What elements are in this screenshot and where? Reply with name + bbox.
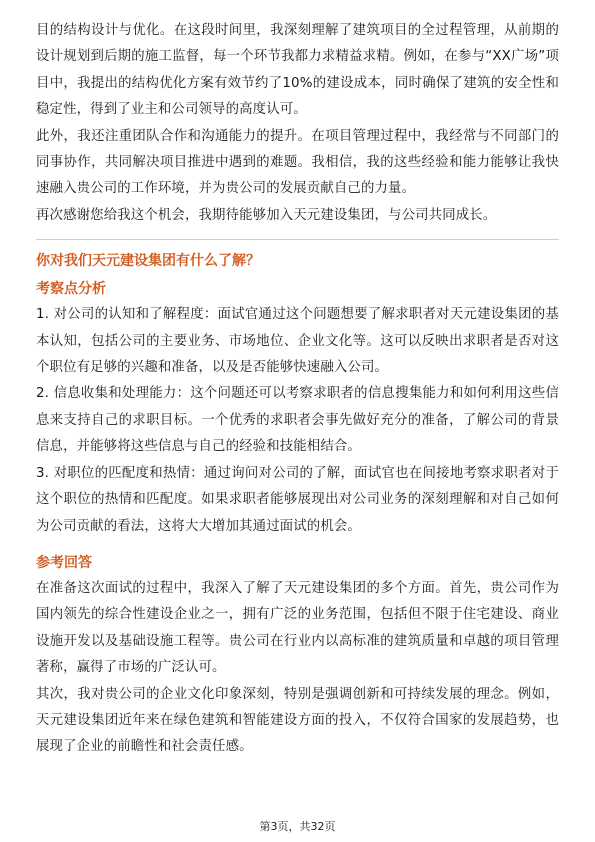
page-number: 第3页，共32页 <box>259 820 336 833</box>
intro-paragraph: 再次感谢您给我这个机会，我期待能够加入天元建设集团，与公司共同成长。 <box>36 207 497 223</box>
answer-paragraph: 在准备这次面试的过程中，我深入了解了天元建设集团的多个方面。首先，贵公司作为国内领先的综合性建设企业之一，拥有广泛的业务范围，包括但不限于住宅建设、商业设施开发以及基础设施工程等。贵公司在行业内以高标准的建筑质量和卓越的项目管理著称，赢得了市场的广泛认可。 <box>36 580 559 676</box>
section-divider <box>36 239 559 240</box>
intro-paragraph: 目的结构设计与优化。在这段时间里，我深刻理解了建筑项目的全过程管理，从前期的设计规划到后期的施工监督，每一个环节我都力求精益求精。例如，在参与“XX广场”项目中，我提出的结构优化方案有效节约了10%的建设成本，同时确保了建筑的安全性和稳定性，得到了业主和公司领导的高度认可。 <box>36 23 559 118</box>
answer-heading: 参考回答 <box>36 554 92 571</box>
intro-paragraph: 此外，我还注重团队合作和沟通能力的提升。在项目管理过程中，我经常与不同部门的同事协作，共同解决项目推进中遇到的难题。我相信，我的这些经验和能力能够让我快速融入贵公司的工作环境，并为贵公司的发展贡献自己的力量。 <box>36 128 559 197</box>
analysis-point: 2. 信息收集和处理能力：这个问题还可以考察求职者的信息搜集能力和如何利用这些信息来支持自己的求职目标。一个优秀的求职者会事先做好充分的准备，了解公司的背景信息，并能够将这些信息与自己的经验和技能相结合。 <box>36 386 559 455</box>
analysis-heading: 考察点分析 <box>36 281 106 298</box>
question-heading: 你对我们天元建设集团有什么了解？ <box>36 253 260 270</box>
analysis-point: 3. 对职位的匹配度和热情：通过询问对公司的了解，面试官也在间接地考察求职者对于这个职位的热情和匹配度。如果求职者能够展现出对公司业务的深刻理解和对自己如何为公司贡献的看法，这将大大增加其通过面试的机会。 <box>36 465 559 534</box>
answer-paragraph: 其次，我对贵公司的企业文化印象深刻，特别是强调创新和可持续发展的理念。例如，天元建设集团近年来在绿色建筑和智能建设方面的投入，不仅符合国家的发展趋势，也展现了企业的前瞻性和社会责任感。 <box>36 686 559 755</box>
analysis-point: 1. 对公司的认知和了解程度：面试官通过这个问题想要了解求职者对天元建设集团的基本认知，包括公司的主要业务、市场地位、企业文化等。这可以反映出求职者是否对这个职位有足够的兴趣和准备，以及是否能够快速融入公司。 <box>36 307 559 376</box>
page-content <box>36 18 559 761</box>
